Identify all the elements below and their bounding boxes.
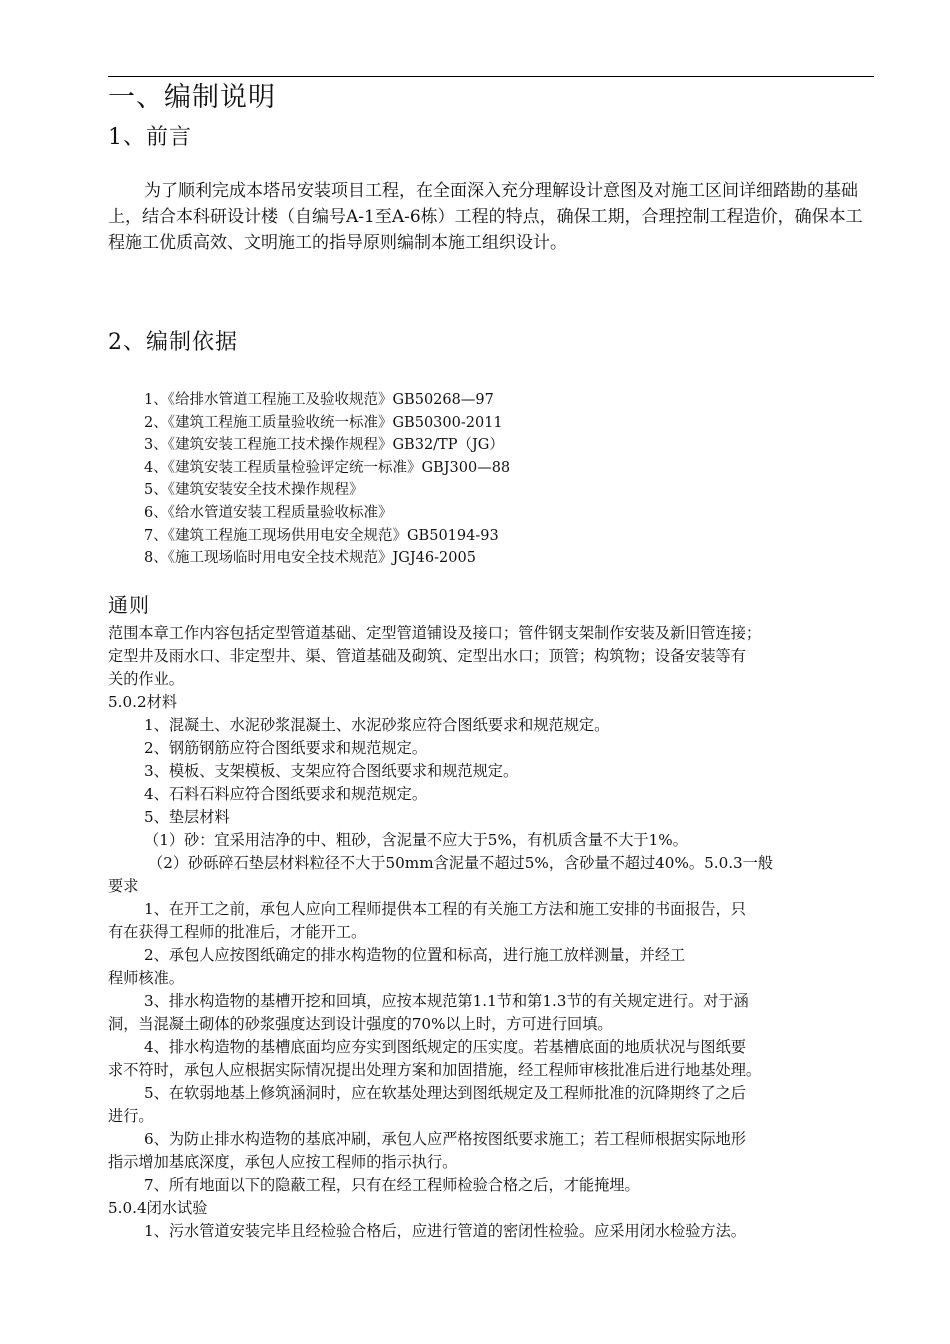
text-line: 4、石料石料应符合图纸要求和规范规定。 <box>144 785 428 803</box>
text-line: 指示增加基底深度，承包人应按工程师的指示执行。 <box>108 1153 458 1171</box>
text-line: 3、排水构造物的基槽开挖和回填，应按本规范第1.1节和第1.3节的有关规定进行。对于涵 <box>144 992 749 1010</box>
reference-item: 5、《建筑安装安全技术操作规程》 <box>144 482 364 499</box>
text-line: 3、模板、支架模板、支架应符合图纸要求和规范规定。 <box>144 762 519 780</box>
text-line: 进行。 <box>108 1107 154 1125</box>
header-rule <box>108 76 874 77</box>
reference-item: 6、《给水管道安装工程质量验收标准》 <box>144 504 393 521</box>
general-body <box>108 622 874 1243</box>
general-heading: 通则 <box>108 593 150 617</box>
text-line: 求不符时，承包人应根据实际情况提出处理方案和加固措施，经工程师审核批准后进行地基处理。 <box>108 1061 762 1079</box>
text-line: 1、混凝土、水泥砂浆混凝土、水泥砂浆应符合图纸要求和规范规定。 <box>144 716 610 734</box>
text-line: （1）砂：宜采用洁净的中、粗砂，含泥量不应大于5%，有机质含量不大于1%。 <box>144 831 688 849</box>
reference-list <box>144 389 510 570</box>
reference-item: 4、《建筑安装工程质量检验评定统一标准》GBJ300—88 <box>144 459 511 476</box>
text-line: 2、钢筋钢筋应符合图纸要求和规范规定。 <box>144 739 428 757</box>
reference-item: 1、《给排水管道工程施工及验收规范》GB50268—97 <box>144 392 494 408</box>
text-line: 4、排水构造物的基槽底面均应夯实到图纸规定的压实度。若基槽底面的地质状况与图纸要 <box>144 1038 746 1056</box>
preface-paragraph: 为了顺利完成本塔吊安装项目工程，在全面深入充分理解设计意图及对施工区间详细踏勘的基础上，结合本科研设计楼（自编号A-1至A-6栋）工程的特点，确保工期，合理控制工程造价，确保本工程施工优质高效、文明施工的指导原则编制本施工组织设计。 <box>108 181 863 253</box>
reference-item: 7、《建筑工程施工现场供用电安全规范》GB50194-93 <box>144 527 499 544</box>
preface-heading: 1、前言 <box>108 125 192 150</box>
text-line: 7、所有地面以下的隐蔽工程，只有在经工程师检验合格之后，才能掩埋。 <box>144 1176 640 1194</box>
reference-item: 2、《建筑工程施工质量验收统一标准》GB50300-2011 <box>144 414 503 431</box>
text-line: 有在获得工程师的批准后，才能开工。 <box>108 923 367 941</box>
text-line: 洞，当混凝土砌体的砂浆强度达到设计强度的70%以上时，方可进行回填。 <box>108 1015 613 1033</box>
text-line: 5、垫层材料 <box>144 808 230 826</box>
text-line: 要求 <box>108 877 139 895</box>
basis-heading: 2、编制依据 <box>108 330 238 355</box>
text-line: 程师核准。 <box>108 969 184 987</box>
text-line: 5、在软弱地基上修筑涵洞时，应在软基处理达到图纸规定及工程师批准的沉降期终了之后 <box>144 1084 746 1102</box>
subsection-heading: 5.0.2材料 <box>108 693 178 711</box>
reference-item: 8、《施工现场临时用电安全技术规范》JGJ46-2005 <box>144 550 476 567</box>
text-line: 关的作业。 <box>108 670 184 688</box>
text-line: 1、污水管道安装完毕且经检验合格后，应进行管道的密闭性检验。应采用闭水检验方法。 <box>144 1222 746 1240</box>
text-line: （2）砂砾碎石垫层材料粒径不大于50mm含泥量不超过5%，含砂量不超过40%。5.0.3一般 <box>148 854 774 872</box>
text-line: 1、在开工之前，承包人应向工程师提供本工程的有关施工方法和施工安排的书面报告，只 <box>144 900 746 918</box>
reference-item: 3、《建筑安装工程施工技术操作规程》GB32/TP（JG） <box>144 437 504 454</box>
text-line: 2、承包人应按图纸确定的排水构造物的位置和标高，进行施工放样测量，并经工 <box>144 946 686 964</box>
text-line: 范围本章工作内容包括定型管道基础、定型管道铺设及接口；管件钢支架制作安装及新旧管连接； <box>108 624 762 642</box>
text-line: 定型井及雨水口、非定型井、渠、管道基础及砌筑、定型出水口；顶管；构筑物；设备安装等有 <box>108 647 746 665</box>
section-title: 一、编制说明 <box>108 82 276 113</box>
text-line: 6、为防止排水构造物的基底冲刷，承包人应严格按图纸要求施工；若工程师根据实际地形 <box>144 1130 746 1148</box>
subsection-heading: 5.0.4闭水试验 <box>108 1199 208 1217</box>
